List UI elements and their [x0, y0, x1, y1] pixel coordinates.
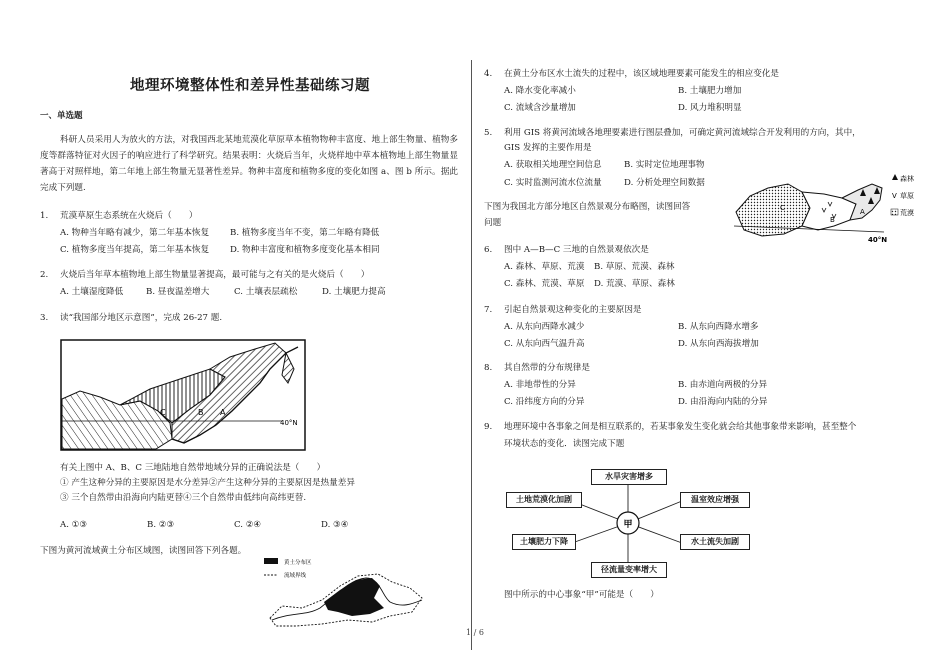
map-label-b: B	[198, 408, 204, 417]
page-number: 1 / 6	[466, 628, 484, 637]
option-c[interactable]: C. 植物多度当年提高，第二年基本恢复	[60, 245, 210, 255]
option-c[interactable]: C. 实时监测河流水位流量	[504, 178, 602, 188]
page-title: 地理环境整体性和差异性基础练习题	[130, 77, 370, 94]
intro-paragraph: 科研人员采用人为放火的方法，对我国西北某地荒漠化草原草本植物物种丰富度、地上部生物量、植物多度等群落特征对火因子的响应进行了科学研究。结果表明：火烧后当年，火烧样地中草本植物地上部生物量显著高于对照样地，第二年地上部生物量无显著性差异。物种丰富度和植物多度的变化如图 a、图 b 所示。据此完成下列题.	[40, 135, 458, 193]
question-number: 5.	[484, 128, 493, 138]
column-divider	[471, 60, 472, 650]
option-b[interactable]: B. 植物多度当年不变，第二年略有降低	[230, 228, 380, 238]
question-1	[40, 209, 460, 271]
question-2	[40, 268, 460, 302]
statement-line-2: ③ 三个自然带由沿海向内陆更替④三个自然带由低纬向高纬更替.	[60, 493, 307, 503]
question-text: 其自然带的分布规律是	[504, 363, 590, 373]
relation-diagram	[498, 465, 758, 583]
question-4	[484, 67, 914, 117]
map-label-a: A	[860, 208, 865, 216]
question-9	[484, 420, 914, 454]
question-number: 6.	[484, 245, 493, 255]
question-number: 9.	[484, 422, 493, 432]
question-text: 荒漠草原生态系统在火烧后（ ）	[60, 211, 198, 221]
option-c[interactable]: C. 流域含沙量增加	[504, 103, 576, 113]
question-9-stem: 图中所示的中心事象“甲”可能是（ ）	[504, 590, 659, 600]
option-a[interactable]: A. 获取相关地理空间信息	[504, 160, 602, 170]
option-c[interactable]: C. 从东向西气温升高	[504, 339, 585, 349]
option-d[interactable]: D. 从东向西海拔增加	[678, 339, 759, 349]
question-text: 火烧后当年草本植物地上部生物量显著提高，最可能与之有关的是火烧后（ ）	[60, 270, 370, 280]
option-a[interactable]: A. 降水变化率减小	[504, 86, 576, 96]
legend-steppe-icon: V	[892, 192, 897, 200]
option-c[interactable]: C. 土壤表层疏松	[234, 287, 298, 297]
question-text: 利用 GIS 将黄河流域各地理要素进行图层叠加，可确定黄河流域综合开发利用的方向，其中，	[504, 128, 861, 138]
question-text: 引起自然景观这种变化的主要原因是	[504, 305, 642, 315]
node-right-lower: 水土流失加剧	[680, 534, 750, 550]
option-b[interactable]: B. 土壤肥力增加	[678, 86, 742, 96]
china-region-map	[60, 339, 306, 451]
node-bottom: 径流量变率增大	[591, 562, 667, 578]
option-a[interactable]: A. 非地带性的分异	[504, 380, 576, 390]
node-left-lower: 土壤肥力下降	[512, 534, 576, 550]
question-3-stem	[60, 461, 460, 511]
loess-map	[262, 556, 436, 628]
option-d[interactable]: D. 分析处理空间数据	[624, 178, 705, 188]
question-text: 地理环境中各事象之间是相互联系的，若某事象发生变化就会给其他事象带来影响，甚至整个	[504, 422, 857, 432]
question-text: 图中 A—B—C 三地的自然景观依次是	[504, 245, 649, 255]
map-label-lat: 40°N	[280, 419, 298, 427]
option-d[interactable]: D. 荒漠、草原、森林	[594, 279, 675, 289]
option-b[interactable]: B. 由赤道向两极的分异	[678, 380, 768, 390]
map-label-lat: 40°N	[868, 236, 888, 244]
intro-line-2: 问题	[484, 218, 502, 228]
north-landscape-map	[732, 174, 922, 246]
question-text-cont: GIS 发挥的主要作用是	[504, 143, 592, 153]
option-d[interactable]: D. 物种丰富度和植物多度变化基本相同	[230, 245, 380, 255]
option-a[interactable]: A. 森林、草原、荒漠	[504, 262, 585, 272]
node-left-upper: 土地荒漠化加剧	[506, 492, 582, 508]
map-label-c: C	[160, 408, 166, 417]
statement-line-1: ① 产生这种分异的主要原因是水分差异②产生这种分异的主要原因是热量差异	[60, 478, 355, 488]
question-number: 2.	[40, 270, 49, 280]
option-b[interactable]: B. 昼夜温差增大	[146, 287, 210, 297]
option-b[interactable]: B. ②③	[147, 520, 175, 530]
stem-text: 有关上图中 A、B、C 三地陆地自然带地域分异的正确说法是（ ）	[60, 463, 326, 473]
question-3	[40, 311, 460, 331]
option-d[interactable]: D. 风力堆积明显	[678, 103, 742, 113]
question-7	[484, 303, 914, 353]
question-number: 1.	[40, 211, 49, 221]
option-b[interactable]: B. 从东向西降水增多	[678, 322, 759, 332]
option-a[interactable]: A. 物种当年略有减少，第二年基本恢复	[60, 228, 210, 238]
node-top: 水旱灾害增多	[591, 469, 667, 485]
map-label-a: A	[220, 408, 226, 417]
option-b[interactable]: B. 草原、荒漠、森林	[594, 262, 675, 272]
node-right-upper: 温室效应增强	[680, 492, 750, 508]
map-label-c: C	[780, 204, 785, 212]
legend-swatch-loess	[264, 558, 278, 564]
option-d[interactable]: D. 土壤肥力提高	[322, 287, 386, 297]
legend-forest-label: 森林	[900, 175, 914, 183]
option-c[interactable]: C. 森林、荒漠、草原	[504, 279, 585, 289]
question-text: 读“我国部分地区示意图”，完成 26-27 题.	[60, 313, 223, 323]
question-number: 7.	[484, 305, 493, 315]
option-a[interactable]: A. ①③	[60, 520, 88, 530]
center-node-label: 甲	[623, 520, 633, 530]
option-a[interactable]: A. 从东向西降水减少	[504, 322, 585, 332]
option-d[interactable]: D. ③④	[321, 520, 349, 530]
legend-loess-label: 黄土分布区	[284, 560, 312, 566]
intro-line-1: 下图为我国北方部分地区自然景观分布略图，读图回答	[484, 202, 691, 212]
legend-steppe-label: 草原	[900, 192, 914, 200]
option-d[interactable]: D. 由沿海向内陆的分异	[678, 397, 768, 407]
question-6	[484, 243, 914, 293]
legend-forest-icon	[892, 174, 898, 180]
loess-intro: 下图为黄河流域黄土分布区域图，读图回答下列各题。	[40, 546, 247, 556]
question-3-options	[60, 518, 460, 534]
question-number: 4.	[484, 69, 493, 79]
question-text-cont: 环境状态的变化．读图完成下题	[504, 439, 625, 449]
option-b[interactable]: B. 实时定位地理事物	[624, 160, 705, 170]
option-c[interactable]: C. ②④	[234, 520, 262, 530]
question-number: 3.	[40, 313, 49, 323]
legend-desert-label: 荒漠	[900, 209, 914, 217]
section-heading: 一、单选题	[40, 111, 83, 121]
legend-desert-swatch	[891, 209, 898, 215]
option-c[interactable]: C. 沿纬度方向的分异	[504, 397, 585, 407]
map-label-b: B	[830, 216, 835, 224]
option-a[interactable]: A. 土壤湿度降低	[60, 287, 124, 297]
legend-boundary-label: 流域界线	[284, 573, 307, 579]
question-8	[484, 361, 914, 411]
question-text: 在黄土分布区水土流失的过程中，该区域地理要素可能发生的相应变化是	[504, 69, 780, 79]
north-map-intro	[484, 200, 724, 234]
question-number: 8.	[484, 363, 493, 373]
